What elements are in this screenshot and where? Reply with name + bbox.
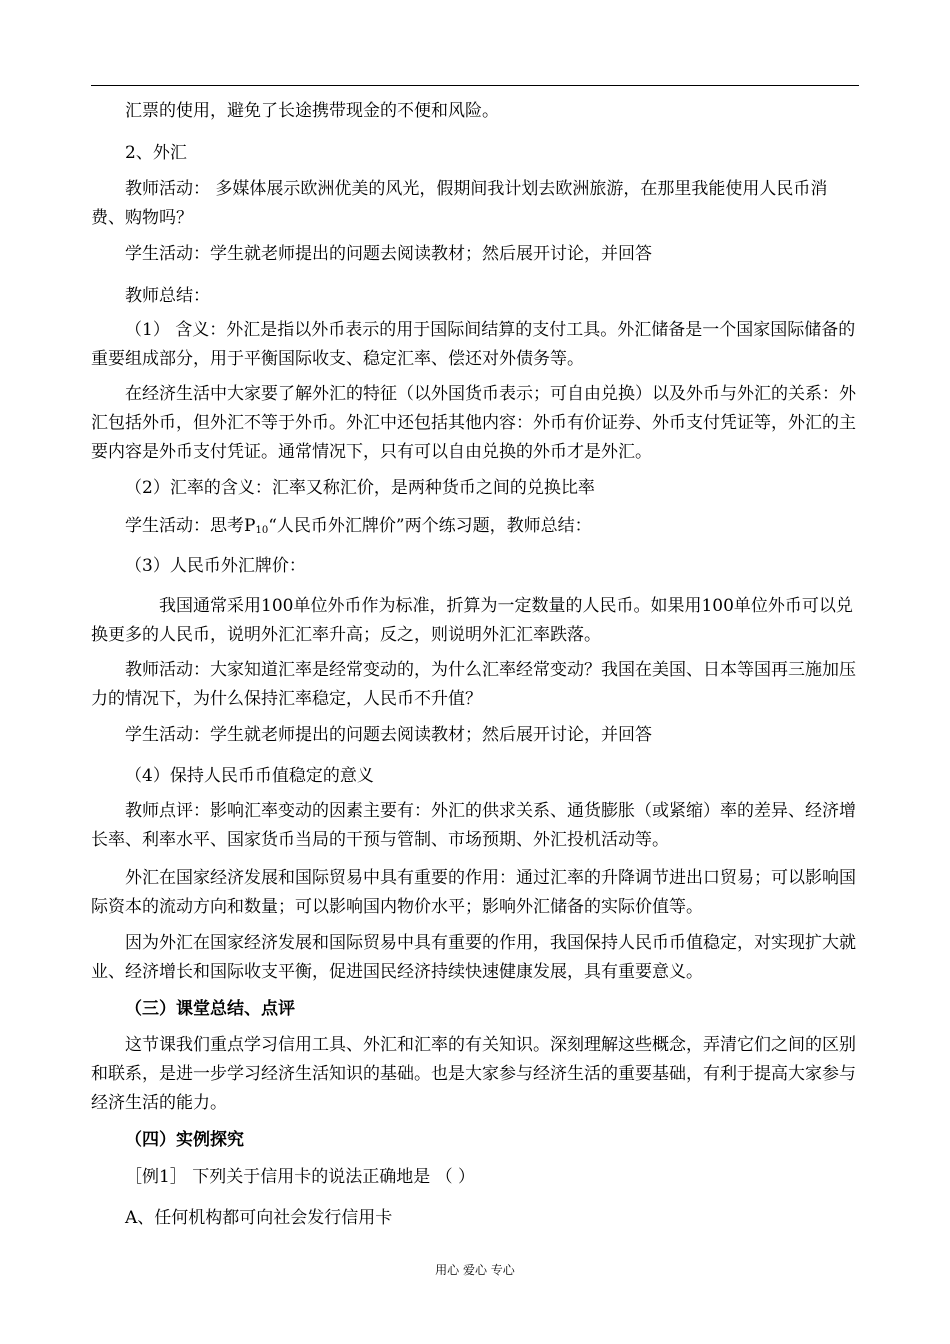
text-span: “人民币外汇牌价”两个练习题，教师总结： bbox=[268, 516, 592, 536]
section-heading-summary: （三）课堂总结、点评 bbox=[125, 999, 295, 1019]
text-span: 学生活动：思考P bbox=[125, 516, 256, 536]
page-footer: 用心 爱心 专心 bbox=[435, 1263, 515, 1277]
paragraph: 我国通常采用100单位外币作为标准，折算为一定数量的人民币。如果用100单位外币可以兑换更多的人民币，说明外汇汇率升高；反之，则说明外汇汇率跌落。 bbox=[91, 596, 853, 645]
header-rule bbox=[91, 85, 859, 86]
paragraph: （1） 含义：外汇是指以外币表示的用于国际间结算的支付工具。外汇储备是一个国家国际储备的重要组成部分，用于平衡国际收支、稳定汇率、偿还对外债务等。 bbox=[91, 320, 856, 369]
example-question: ［例1］ 下列关于信用卡的说法正确地是 （ ） bbox=[125, 1167, 476, 1187]
paragraph: 因为外汇在国家经济发展和国际贸易中具有重要的作用，我国保持人民币币值稳定，对实现扩大就业、经济增长和国际收支平衡，促进国民经济持续快速健康发展，具有重要意义。 bbox=[91, 933, 856, 982]
paragraph: 教师活动：大家知道汇率是经常变动的，为什么汇率经常变动？我国在美国、日本等国再三施加压力的情况下，为什么保持汇率稳定，人民币不升值？ bbox=[91, 660, 856, 709]
paragraph: 教师点评：影响汇率变动的因素主要有：外汇的供求关系、通货膨胀（或紧缩）率的差异、经济增长率、利率水平、国家货币当局的干预与管制、市场预期、外汇投机活动等。 bbox=[91, 801, 856, 850]
paragraph bbox=[91, 512, 859, 545]
paragraph: 学生活动：学生就老师提出的问题去阅读教材；然后展开讨论，并回答 bbox=[125, 244, 652, 264]
paragraph: 在经济生活中大家要了解外汇的特征（以外国货币表示；可自由兑换）以及外币与外汇的关系：外汇包括外币，但外汇不等于外币。外汇中还包括其他内容：外币有价证券、外币支付凭证等，外汇的主要内容是外币支付凭证。通常情况下，只有可以自由兑换的外币才是外汇。 bbox=[91, 384, 856, 462]
page-subscript: 10 bbox=[255, 525, 269, 536]
paragraph: （4）保持人民币币值稳定的意义 bbox=[125, 766, 374, 786]
paragraph: （3）人民币外汇牌价： bbox=[125, 556, 306, 576]
section-heading-foreign-exchange: 2、外汇 bbox=[125, 143, 187, 163]
paragraph: （2）汇率的含义：汇率又称汇价，是两种货币之间的兑换比率 bbox=[125, 478, 595, 498]
paragraph: 教师活动： 多媒体展示欧洲优美的风光，假期间我计划去欧洲旅游，在那里我能使用人民币消费、购物吗？ bbox=[91, 179, 828, 228]
paragraph: 教师总结： bbox=[125, 286, 210, 306]
answer-option-a: A、任何机构都可向社会发行信用卡 bbox=[125, 1208, 393, 1228]
section-heading-case-study: （四）实例探究 bbox=[125, 1130, 244, 1150]
paragraph: 这节课我们重点学习信用工具、外汇和汇率的有关知识。深刻理解这些概念，弄清它们之间的区别和联系，是进一步学习经济生活知识的基础。也是大家参与经济生活的重要基础，有利于提高大家参与经济生活的能力。 bbox=[91, 1035, 856, 1113]
paragraph: 汇票的使用，避免了长途携带现金的不便和风险。 bbox=[125, 101, 499, 121]
paragraph: 学生活动：学生就老师提出的问题去阅读教材；然后展开讨论，并回答 bbox=[125, 725, 652, 745]
paragraph: 外汇在国家经济发展和国际贸易中具有重要的作用：通过汇率的升降调节进出口贸易；可以影响国际资本的流动方向和数量；可以影响国内物价水平；影响外汇储备的实际价值等。 bbox=[91, 868, 856, 917]
